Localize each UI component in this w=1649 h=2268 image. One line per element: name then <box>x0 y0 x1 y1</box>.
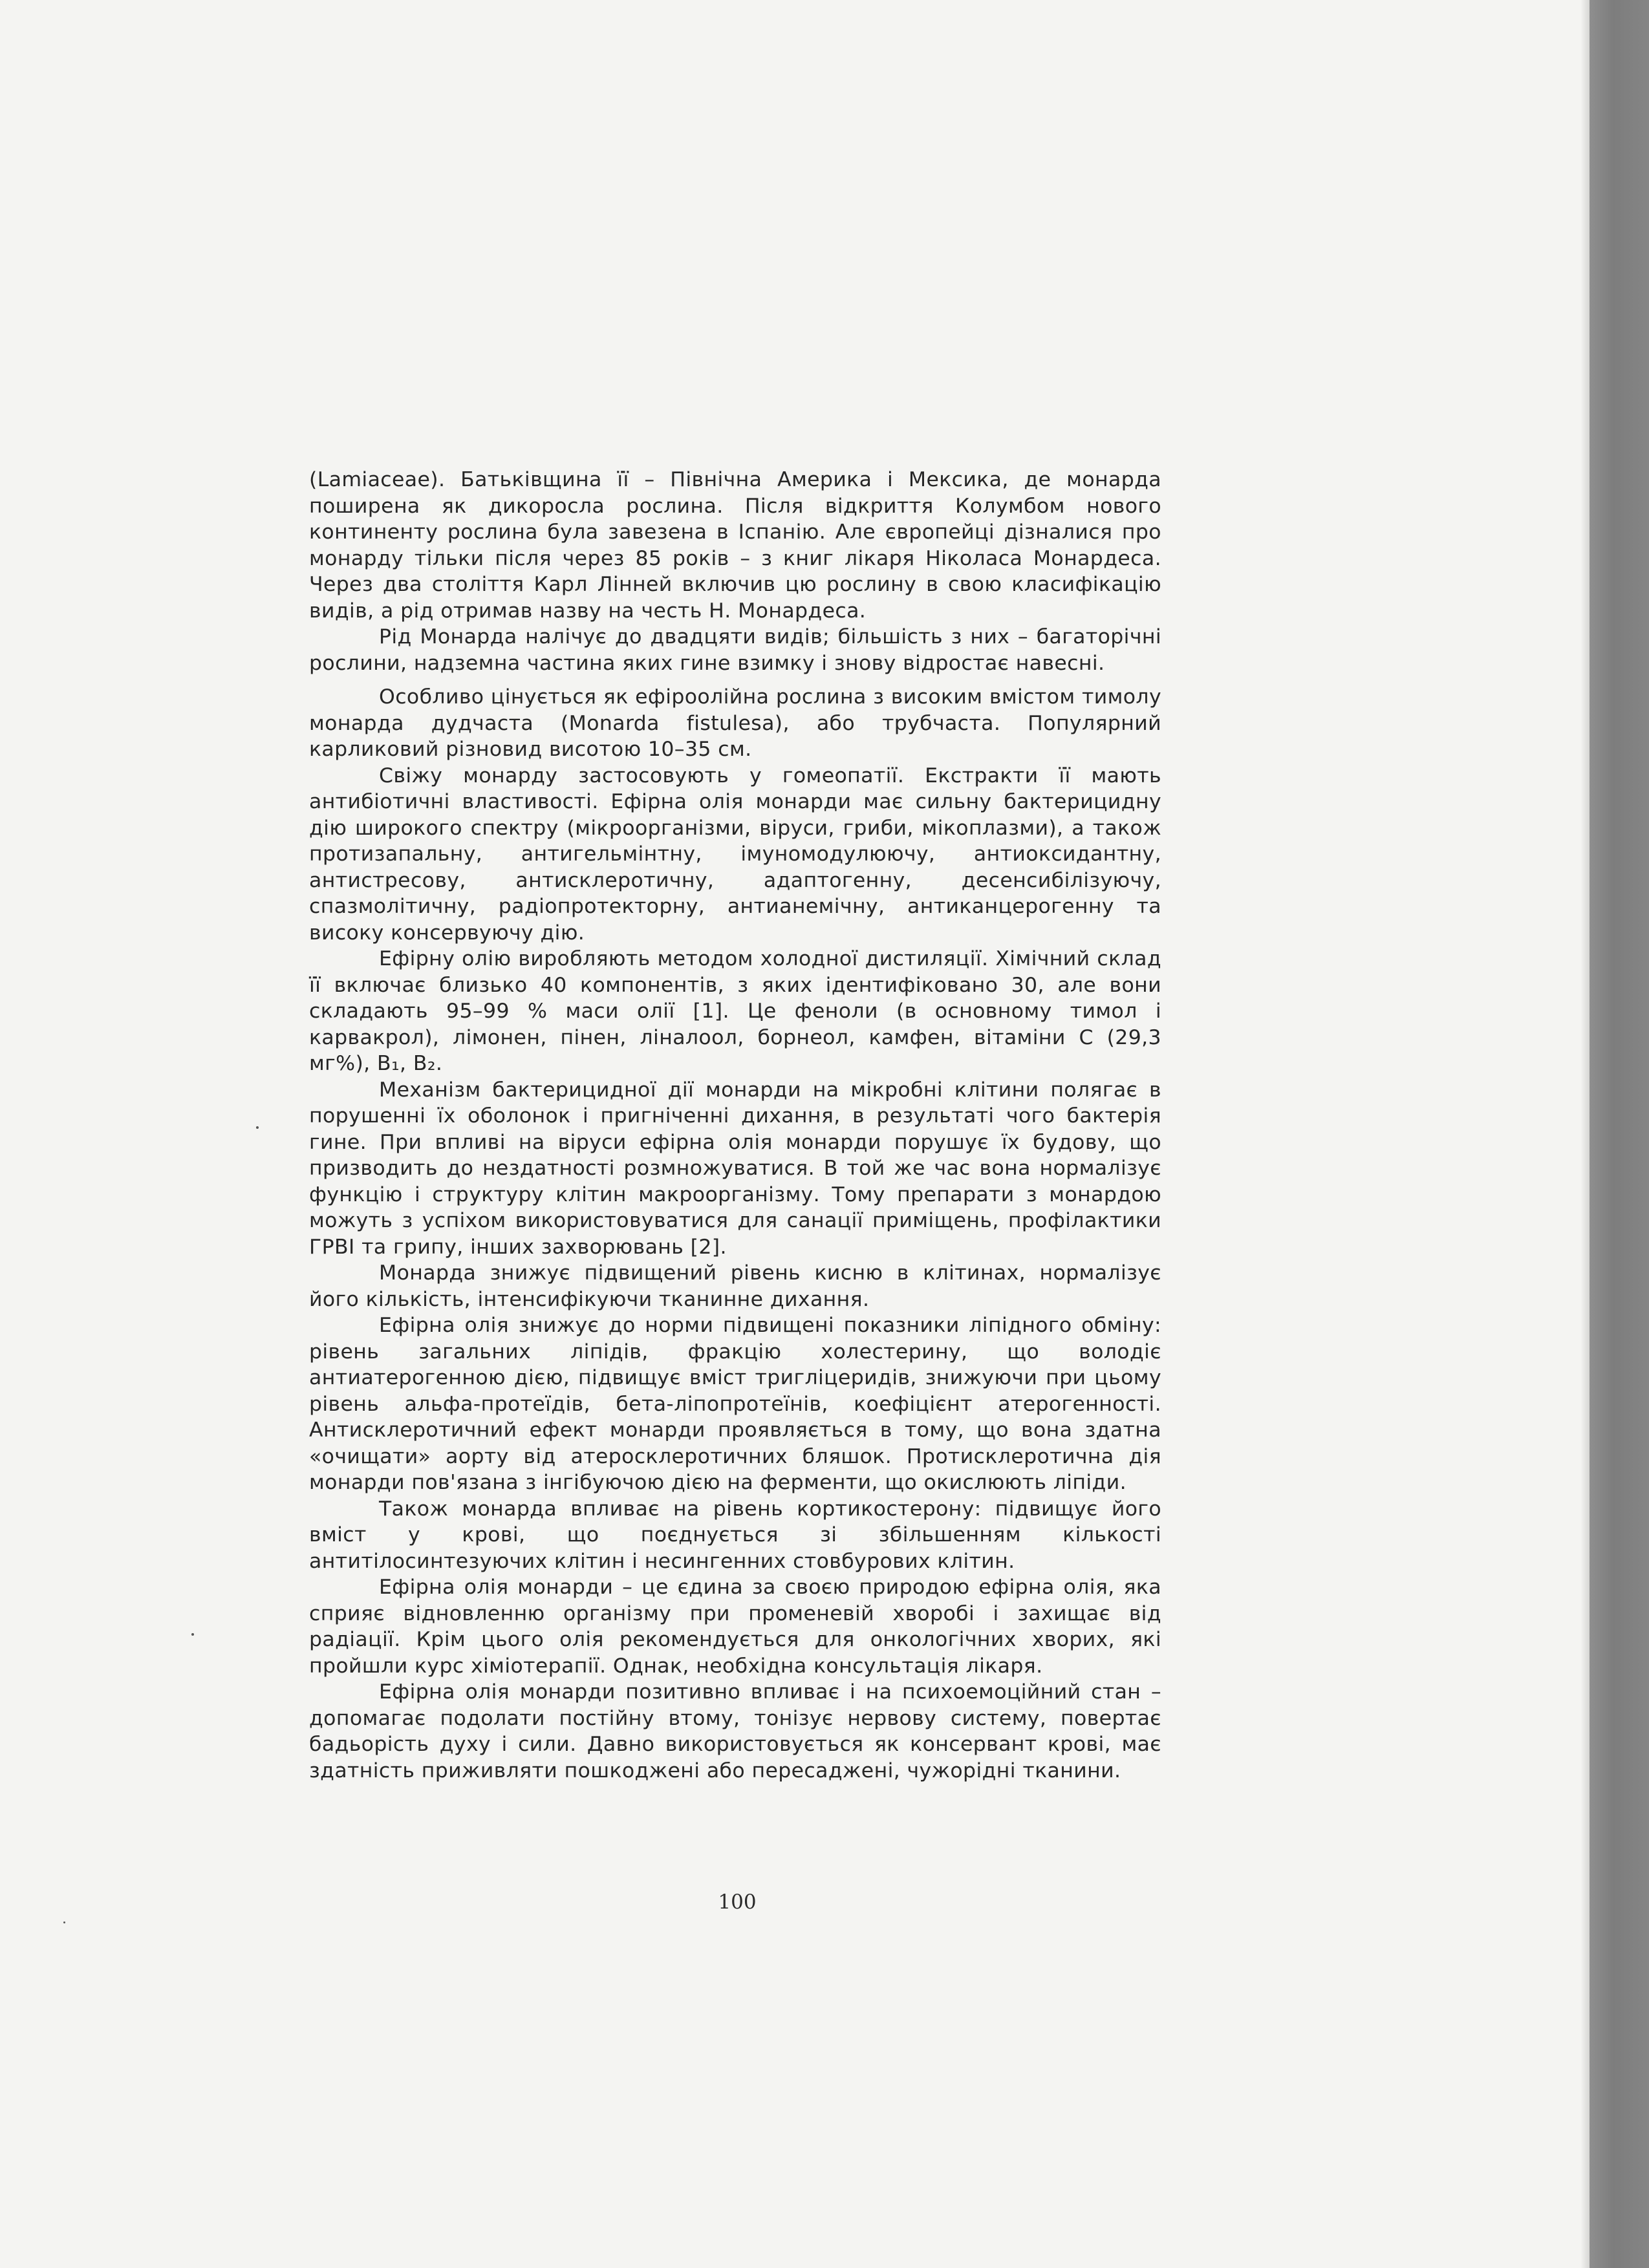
paragraph: Свіжу монарду застосовують у гомеопатії. Екстракти її мають антибіотичні властивості. Ефірна олія монарди має сильну бактерицидну дію широкого спектру (мікроорганізми, віруси, гриби, мікоплазми), а також протизапальну, антигельмінтну, імуномодулюючу, антиоксидантну, антистресову, антисклеротичну, адаптогенну, десенсибілізуючу, спазмолітичну, радіопротекторну, антианемічну, антиканцерогенну та високу консервуючу дію. <box>309 764 1161 945</box>
paragraph: Ефірну олію виробляють методом холодної дистиляції. Хімічний склад її включає близько 40 компонентів, з яких ідентифіковано 30, але вони складають 95–99 % маси олії [1]. Це феноли (в основному тимол і карвакрол), лімонен, пінен, ліналоол, борнеол, камфен, вітаміни С (29,3 мг%), В₁, В₂. <box>309 947 1161 1075</box>
page-number: 100 <box>718 1890 757 1914</box>
paragraph: Механізм бактерицидної дії монарди на мікробні клітини полягає в порушенні їх оболонок і пригніченні дихання, в результаті чого бактерія гине. При впливі на віруси ефірна олія монарди порушує їх будову, що призводить до нездатності розмножуватися. В той же час вона нормалізує функцію і структуру клітин макроорганізму. Тому препарати з монардою можуть з успіхом використовуватися для санації приміщень, профілактики ГРВІ та грипу, інших захворювань [2]. <box>309 1078 1161 1259</box>
paragraph: Ефірна олія знижує до норми підвищені показники ліпідного обміну: рівень загальних ліпідів, фракцію холестерину, що володіє антиатерогенною дією, підвищує вміст тригліцеридів, знижуючи при цьому рівень альфа-протеїдів, бета-ліпопротеїнів, коефіцієнт атерогенності. Антисклеротичний ефект монарди проявляється в тому, що вона здатна «очищати» аорту від атеросклеротичних бляшок. Протисклеротична дія монарди пов'язана з інгібуючою дією на ферменти, що окислюють ліпіди. <box>309 1314 1161 1494</box>
paragraph: Ефірна олія монарди позитивно впливає і на психоемоційний стан – допомагає подолати постійну втому, тонізує нервову систему, повертає бадьорість духу і сили. Давно використовується як консервант крові, має здатність приживляти пошкоджені або пересаджені, чужорідні тканини. <box>309 1680 1161 1782</box>
paragraph: Рід Монарда налічує до двадцяти видів; більшість з них – багаторічні рослини, надземна частина яких гине взимку і знову відростає навесні. <box>309 625 1161 675</box>
paragraph: Монарда знижує підвищений рівень кисню в клітинах, нормалізує його кількість, інтенсифікуючи тканинне дихання. <box>309 1261 1161 1311</box>
document-body <box>309 467 1161 1784</box>
scan-edge-shadow <box>1580 0 1590 2268</box>
scan-speck <box>63 1921 65 1923</box>
paragraph: Ефірна олія монарди – це єдина за своєю природою ефірна олія, яка сприяє відновленню організму при променевій хворобі і захищає від радіації. Крім цього олія рекомендується для онкологічних хворих, які пройшли курс хіміотерапії. Однак, необхідна консультація лікаря. <box>309 1576 1161 1678</box>
scanner-edge <box>1590 0 1649 2268</box>
paragraph: Особливо цінується як ефіроолійна рослина з високим вмістом тимолу монарда дудчаста (Monarda fistulesa), або трубчаста. Популярний карликовий різновид висотою 10–35 см. <box>309 685 1161 761</box>
scan-speck <box>256 1126 259 1129</box>
paragraph: (Lamiaceae). Батьківщина її – Північна Америка і Мексика, де монарда поширена як дикоросла рослина. Після відкриття Колумбом нового континенту рослина була завезена в Іспанію. Але європейці дізналися про монарду тільки після через 85 років – з книг лікаря Ніколаса Монардеса. Через два століття Карл Лінней включив цю рослину в свою класифікацію видів, а рід отримав назву на честь Н. Монардеса. <box>309 468 1161 623</box>
paragraph: Також монарда впливає на рівень кортикостерону: підвищує його вміст у крові, що поєднується зі збільшенням кількості антитілосинтезуючих клітин і несингенних стовбурових клітин. <box>309 1497 1161 1573</box>
scan-speck <box>191 1633 194 1636</box>
